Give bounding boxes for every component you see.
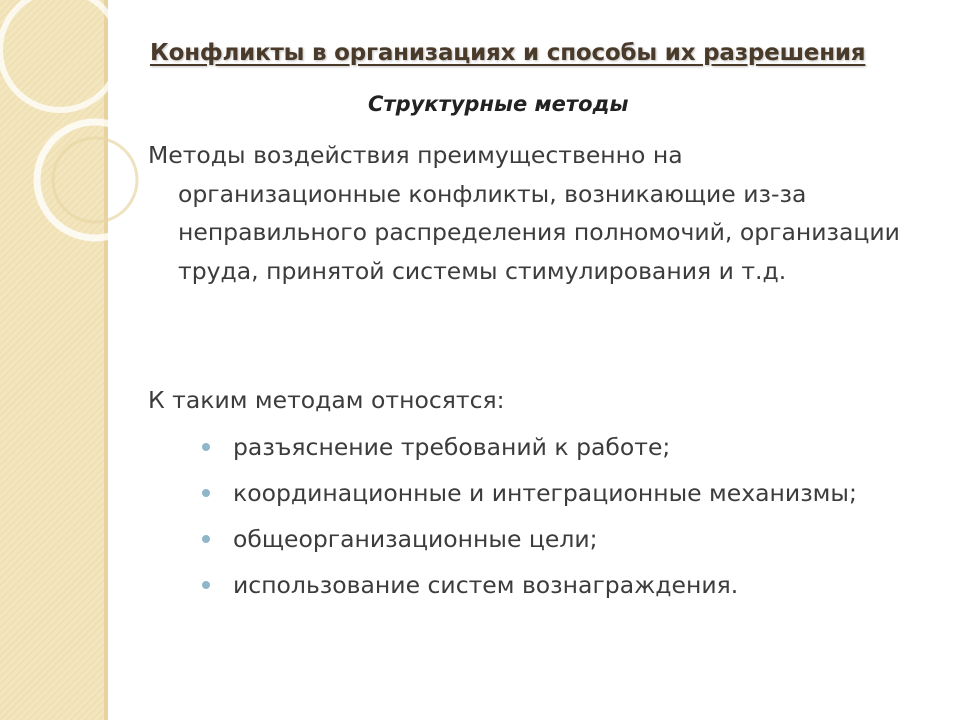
paragraph-first-line: Методы воздействия преимущественно на: [148, 141, 683, 169]
paragraph-continuation: организационные конфликты, возникающие из-за неправильного распределения полномочий, организации труда, принятой системы стимулирования и т.д.: [178, 179, 900, 285]
bullet-icon: [202, 443, 210, 451]
list-item-text: общеорганизационные цели;: [233, 525, 598, 553]
bullet-icon: [202, 489, 210, 497]
description-paragraph: [148, 136, 918, 290]
bullet-icon: [202, 535, 210, 543]
list-item-text: координационные и интеграционные механизмы;: [233, 479, 857, 507]
list-item-text: разъяснение требований к работе;: [233, 433, 671, 461]
methods-intro: К таким методам относятся:: [148, 386, 505, 414]
slide-subtitle: Структурные методы: [368, 92, 629, 116]
slide-title: Конфликты в организациях и способы их разрешения: [150, 40, 866, 66]
list-item-text: использование систем вознаграждения.: [233, 571, 739, 599]
decorative-rings-icon: [0, 0, 160, 260]
bullet-icon: [202, 581, 210, 589]
